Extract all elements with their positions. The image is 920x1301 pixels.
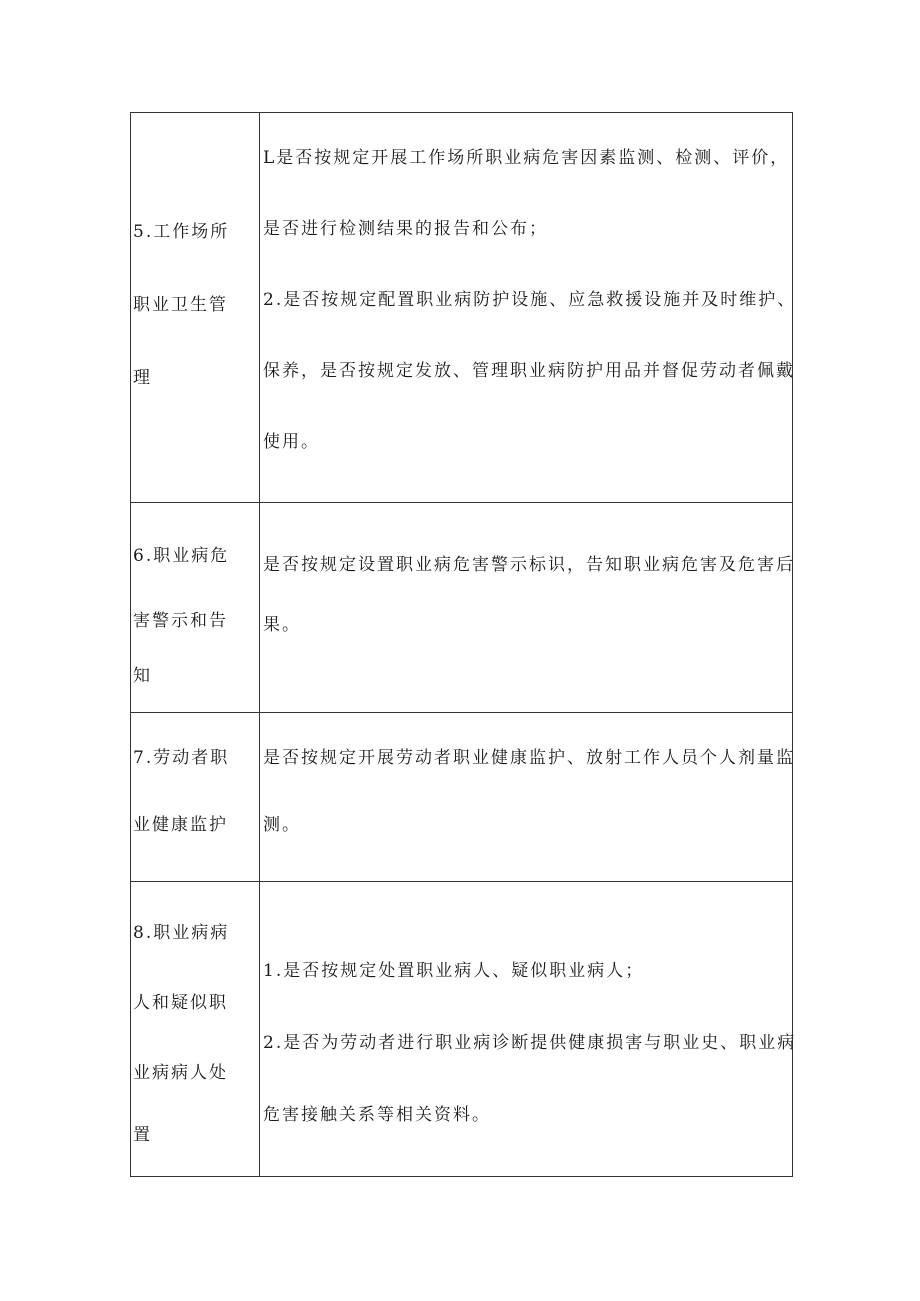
item-text-line: 5.工作场所 [133, 222, 230, 242]
content-text-line: 危害接触关系等相关资料。 [263, 1105, 491, 1125]
content-text-line: 2.是否为劳动者进行职业病诊断提供健康损害与职业史、职业病 [263, 1033, 797, 1053]
content-text-line: 保养，是否按规定发放、管理职业病防护用品并督促劳动者佩戴 [263, 361, 795, 381]
item-cell [131, 113, 260, 503]
content-text-line: 测。 [263, 815, 301, 835]
inspection-table [130, 112, 797, 1177]
item-text-line: 理 [133, 368, 152, 388]
content-cell [260, 882, 797, 1177]
item-text-line: 业健康监护 [133, 815, 228, 835]
item-cell [131, 713, 260, 882]
content-text-line: 1.是否按规定处置职业病人、疑似职业病人； [263, 961, 645, 981]
content-cell [260, 113, 797, 503]
content-text-line: 是否进行检测结果的报告和公布； [263, 219, 548, 239]
table-row [131, 713, 793, 882]
item-cell [131, 882, 260, 1177]
item-text-line: 置 [133, 1125, 152, 1145]
content-text-line: 是否按规定开展劳动者职业健康监护、放射工作人员个人剂量监 [263, 748, 795, 768]
item-cell [131, 503, 260, 713]
content-text-line: 使用。 [263, 432, 320, 452]
item-text-line: 业病病人处 [133, 1063, 228, 1083]
table-row [131, 882, 793, 1177]
table-row [131, 503, 793, 713]
item-text-line: 知 [133, 666, 152, 686]
item-text-line: 职业卫生管 [133, 295, 228, 315]
table-row [131, 113, 793, 503]
item-text-line: 害警示和告 [133, 611, 228, 631]
item-text-line: 7.劳动者职 [133, 748, 230, 768]
item-text-line: 8.职业病病 [133, 923, 230, 943]
item-text-line: 人和疑似职 [133, 993, 228, 1013]
content-cell [260, 713, 793, 882]
content-text-line: L是否按规定开展工作场所职业病危害因素监测、检测、评价， [263, 148, 790, 168]
content-text-line: 是否按规定设置职业病危害警示标识，告知职业病危害及危害后 [263, 554, 795, 575]
content-text-line: 2.是否按规定配置职业病防护设施、应急救援设施并及时维护、 [263, 290, 797, 310]
content-text-line: 果。 [263, 614, 301, 635]
item-text-line: 6.职业病危 [133, 546, 230, 566]
content-cell [260, 503, 793, 713]
